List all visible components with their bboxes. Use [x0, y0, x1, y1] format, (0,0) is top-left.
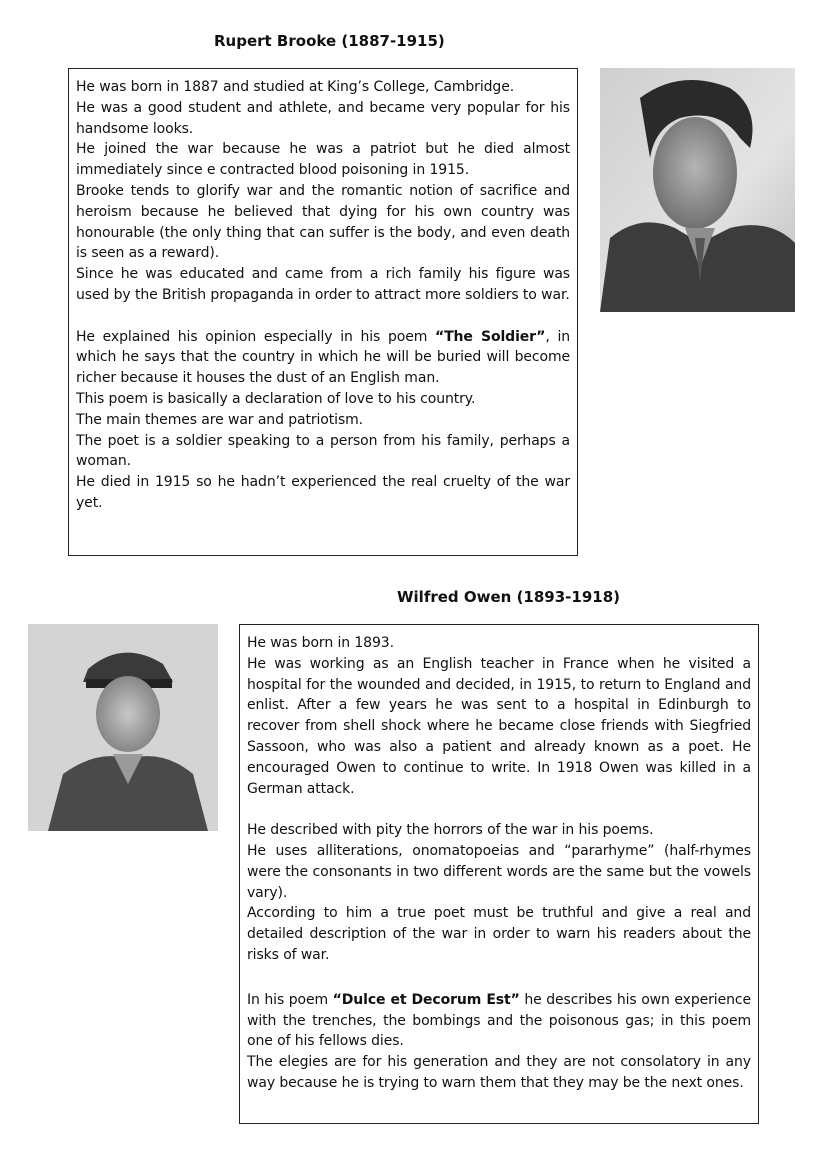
brooke-poem-title: “The Soldier”	[435, 328, 546, 345]
brooke-biography-box	[68, 68, 578, 556]
brooke-title: Rupert Brooke (1887-1915)	[214, 32, 445, 50]
brooke-poem-paragraph	[76, 327, 570, 389]
owen-poem-intro: In his poem	[247, 991, 333, 1008]
brooke-paragraph: Since he was educated and came from a rich family his figure was used by the British propaganda in order to attract more soldiers to war.	[76, 266, 570, 303]
owen-paragraph: The elegies are for his generation and they are not consolatory in any way because he is trying to warn them that they may be the next ones.	[247, 1054, 751, 1091]
brooke-paragraph: The poet is a soldier speaking to a person from his family, perhaps a woman.	[76, 432, 570, 470]
brooke-paragraph: The main themes are war and patriotism.	[76, 411, 364, 428]
brooke-paragraph: He joined the war because he was a patriot but he died almost immediately since e contracted blood poisoning in 1915.	[76, 141, 570, 179]
owen-paragraph: He uses alliterations, onomatopoeias and “pararhyme” (half-rhymes were the consonants in two different words are the same but the vowels vary).	[247, 842, 751, 901]
brooke-portrait-photo	[600, 68, 795, 312]
owen-poem-paragraph	[247, 990, 751, 1052]
brooke-poem-description: , in which he says that the country in which he will be buried will become richer because it houses the dust of an English man.	[76, 328, 571, 387]
brooke-poem-intro: He explained his opinion especially in his poem	[76, 328, 435, 345]
brooke-paragraph: This poem is basically a declaration of love to his country.	[76, 390, 476, 407]
brooke-paragraph: He was a good student and athlete, and became very popular for his handsome looks.	[76, 99, 570, 137]
brooke-paragraph: He was born in 1887 and studied at King’s College, Cambridge.	[76, 79, 515, 95]
brooke-portrait-image	[600, 68, 795, 312]
owen-poem-title: “Dulce et Decorum Est”	[332, 991, 520, 1008]
owen-paragraph: He described with pity the horrors of the war in his poems.	[247, 822, 654, 839]
brooke-paragraph: He died in 1915 so he hadn’t experienced the real cruelty of the war yet.	[76, 474, 570, 511]
owen-title: Wilfred Owen (1893-1918)	[397, 588, 621, 606]
owen-portrait-image	[28, 624, 218, 831]
owen-biography-box	[239, 624, 759, 1124]
owen-portrait-photo	[28, 624, 218, 831]
brooke-paragraph: Brooke tends to glorify war and the romantic notion of sacrifice and heroism because he believed that dying for his own country was honourable (the only thing that can suffer is the body, and even death is seen as a reward).	[76, 182, 570, 262]
owen-paragraph: He was working as an English teacher in France when he visited a hospital for the wounded and decided, in 1915, to return to England and enlist. After a few years he was sent to a hospital in Edinburgh to recover from shell shock where he became close friends with Siegfried Sassoon, who was also a patient and already known as a poet. He encouraged Owen to continue to write. In 1918 Owen was killed in a German attack.	[247, 655, 751, 797]
owen-paragraph: He was born in 1893.	[247, 635, 394, 651]
owen-paragraph: According to him a true poet must be truthful and give a real and detailed description of the war in order to warn his readers about the risks of war.	[247, 905, 751, 963]
owen-poem-description: he describes his own experience with the trenches, the bombings and the poisonous gas; in this poem one of his fellows dies.	[247, 991, 751, 1050]
